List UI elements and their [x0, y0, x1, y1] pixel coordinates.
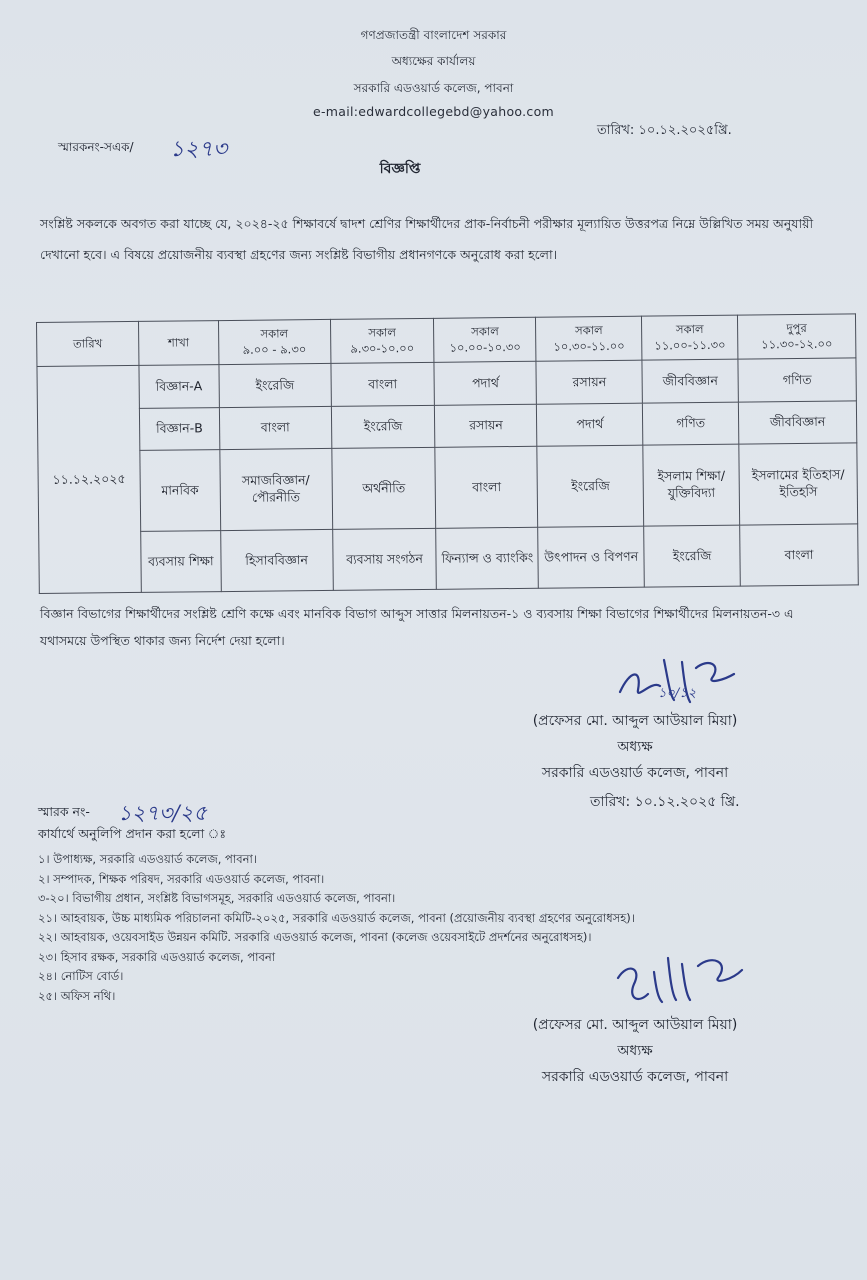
copy-heading: কার্যার্থে অনুলিপি প্রদান করা হলো ঃ	[38, 826, 227, 841]
list-item: ১। উপাধ্যক্ষ, সরকারি এডওয়ার্ড কলেজ, পাবনা।	[38, 852, 257, 866]
subject-cell: জীববিজ্ঞান	[738, 401, 856, 445]
list-item: ২১। আহবায়ক, উচ্চ মাধ্যমিক পরিচালনা কমিটি-২০২৫, সরকারি এডওয়ার্ড কলেজ, পাবনা (প্রয়োজনীয় ব্যবস্থা গ্রহণের অনুরোধসহ)।	[38, 910, 635, 925]
signature-1-handwritten-date: ১০/১২	[658, 686, 697, 701]
government-name: গণপ্রজাতন্ত্রী বাংলাদেশ সরকার	[360, 28, 507, 42]
branch-header: শাখা	[138, 321, 218, 366]
signatory-2-designation: অধ্যক্ষ	[617, 1043, 653, 1059]
notice-title: বিজ্ঞপ্তি	[379, 161, 421, 177]
office-name: অধ্যক্ষের কার্যালয়	[391, 54, 476, 68]
subject-cell: ইংরেজি	[331, 405, 435, 449]
subject-cell: জীববিজ্ঞান	[642, 360, 738, 403]
instruction-text: বিজ্ঞান বিভাগের শিক্ষার্থীদের সংশ্লিষ্ট শ্রেণি কক্ষে এবং মানবিক বিভাগ আব্দুস সাত্তার মিলনায়তন-১ ও ব্যবসায় শিক্ষা বিভাগের শিক্ষার্থীদের মিলনায়তন-৩ এ যথাসময়ে উপস্থিত থাকার জন্য নির্দেশ দেয়া হলো।	[40, 606, 794, 648]
subject-cell: পদার্থ	[434, 362, 536, 406]
subject-cell: রসায়ন	[536, 361, 642, 405]
list-item: ২২। আহবায়ক, ওয়েবসাইড উন্নয়ন কমিটি. সরকারি এডওয়ার্ড কলেজ, পাবনা (কলেজ ওয়েবসাইটে প্রদর্শনের অনুরোধসহ)।	[38, 930, 592, 944]
subject-cell: বাংলা	[331, 363, 435, 407]
subject-cell: হিসাববিজ্ঞান	[220, 530, 332, 592]
signatory-1-name: (প্রফেসর মো. আব্দুল আউয়াল মিয়া)	[532, 713, 738, 729]
subject-cell: ইংরেজি	[644, 525, 741, 587]
signatory-1-block	[500, 708, 770, 786]
branch-cell: ব্যবসায় শিক্ষা	[141, 531, 221, 593]
subject-cell: বাংলা	[219, 406, 331, 450]
signatory-1-college: সরকারি এডওয়ার্ড কলেজ, পাবনা	[541, 765, 729, 781]
table-row	[39, 524, 859, 593]
subject-cell: সমাজবিজ্ঞান/পৌরনীতি	[220, 449, 333, 531]
exam-date-cell: ১১.১২.২০২৫	[37, 366, 141, 594]
subject-cell: বাংলা	[740, 524, 859, 586]
signatory-2-block	[500, 1012, 770, 1090]
list-item: ২। সম্পাদক, শিক্ষক পরিষদ, সরকারি এডওয়ার্ড কলেজ, পাবনা।	[38, 871, 325, 886]
copy-recipient-list	[38, 850, 635, 1006]
signatory-2-college: সরকারি এডওয়ার্ড কলেজ, পাবনা	[541, 1069, 729, 1085]
subject-cell: ইংরেজি	[219, 364, 331, 408]
copy-memo-handwritten: ১২৭৩/২৫	[118, 801, 207, 825]
subject-cell: ইসলাম শিক্ষা/যুক্তিবিদ্যা	[643, 445, 740, 527]
memo-date: তারিখ: ১০.১২.২০২৫খ্রি.	[597, 123, 732, 138]
notice-body: সংশ্লিষ্ট সকলকে অবগত করা যাচ্ছে যে, ২০২৪-২৫ শিক্ষাবর্ষে দ্বাদশ শ্রেণির শিক্ষার্থীদের প্রাক-নির্বাচনী পরীক্ষার মূল্যায়িত উত্তরপত্র নিম্নে উল্লিখিত সময় অনুযায়ী দেখানো হবে। এ বিষয়ে প্রয়োজনীয় ব্যবস্থা গ্রহণের জন্য সংশ্লিষ্ট বিভাগীয় প্রধানগণকে অনুরোধ করা হলো।	[40, 216, 814, 262]
subject-cell: ব্যবসায় সংগঠন	[332, 529, 436, 591]
subject-cell: রসায়ন	[435, 404, 537, 448]
subject-cell: ইসলামের ইতিহাস/ইতিহসি	[739, 443, 858, 525]
subject-cell: ফিন্যান্স ও ব্যাংকিং	[436, 528, 539, 590]
slot-header: সকাল ৯.০০ - ৯.৩০	[218, 319, 330, 365]
slot-header: সকাল ১০.৩০-১১.০০	[536, 316, 642, 362]
subject-cell: বাংলা	[435, 447, 538, 529]
list-item: ৩-২০। বিভাগীয় প্রধান, সংশ্লিষ্ট বিভাগসমূহ, সরকারি এডওয়ার্ড কলেজ, পাবনা।	[38, 891, 396, 905]
copy-memo-prefix: স্মারক নং-	[38, 804, 90, 819]
list-item: ২৩। হিসাব রক্ষক, সরকারি এডওয়ার্ড কলেজ, পাবনা	[38, 949, 276, 964]
date-header: তারিখ	[37, 321, 139, 367]
signatory-1-designation: অধ্যক্ষ	[617, 739, 653, 755]
slot-header: সকাল ৯.৩০-১০.০০	[330, 318, 434, 364]
subject-cell: অর্থনীতি	[331, 448, 436, 530]
memo-number-handwritten: ১২৭৩	[170, 137, 228, 162]
memo-number-prefix: স্মারকনং-সএক/	[58, 140, 134, 154]
subject-cell: উৎপাদন ও বিপণন	[538, 526, 645, 588]
college-email: e-mail:edwardcollegebd@yahoo.com	[312, 104, 555, 119]
subject-cell: গণিত	[643, 402, 739, 445]
slot-header: সকাল ১১.০০-১১.৩০	[642, 315, 738, 360]
subject-cell: গণিত	[738, 358, 856, 402]
schedule-table	[36, 313, 859, 594]
subject-cell: পদার্থ	[537, 403, 643, 447]
table-row	[38, 443, 858, 532]
college-name: সরকারি এডওয়ার্ড কলেজ, পাবনা	[353, 81, 514, 95]
branch-cell: বিজ্ঞান-A	[139, 365, 219, 408]
principal-signature-2	[608, 948, 748, 1012]
slot-header: দুপুর ১১.৩০-১২.০০	[738, 314, 856, 360]
branch-cell: বিজ্ঞান-B	[139, 408, 219, 451]
signatory-2-name: (প্রফেসর মো. আব্দুল আউয়াল মিয়া)	[532, 1017, 738, 1033]
branch-cell: মানবিক	[140, 450, 221, 532]
list-item: ২৫। অফিস নথি।	[38, 988, 116, 1003]
slot-header: সকাল ১০.০০-১০.৩০	[434, 317, 536, 363]
signature-1-date: তারিখ: ১০.১২.২০২৫ খ্রি.	[590, 794, 740, 810]
subject-cell: ইংরেজি	[537, 446, 644, 528]
list-item: ২৪। নোটিস বোর্ড।	[38, 969, 124, 983]
